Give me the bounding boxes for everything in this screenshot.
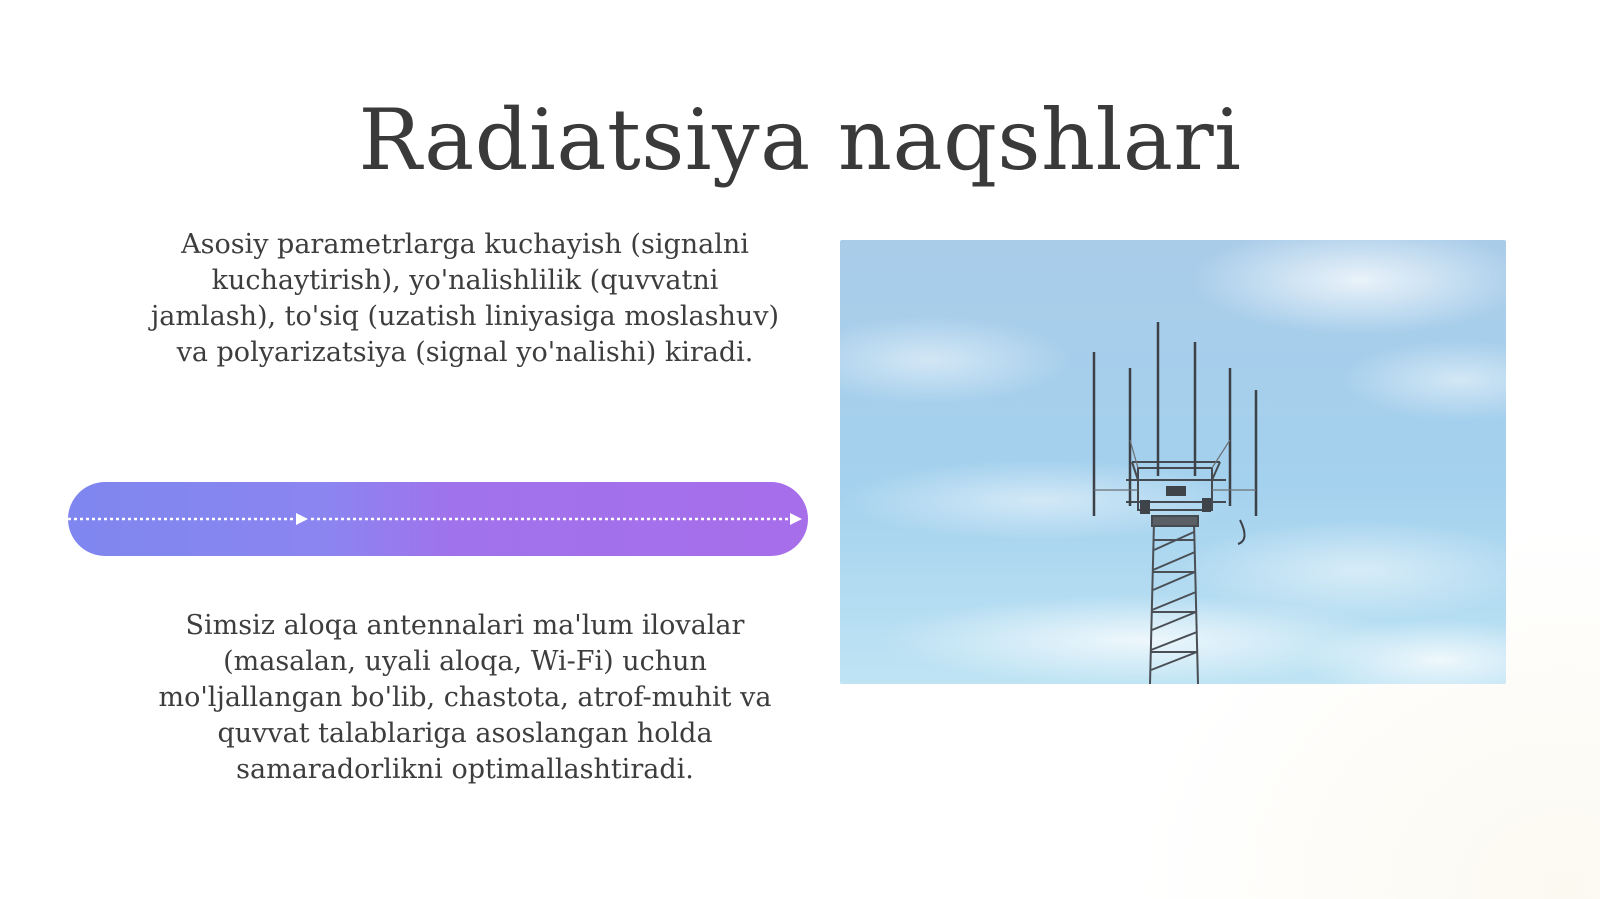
timeline-arrows [68,482,808,556]
arrow-right-icon [790,513,802,525]
paragraph-parameters: Asosiy parametrlarga kuchayish (signalni kuchaytirish), yo'nalishlilik (quvvatni jamlash), to'siq (uzatish liniyasiga moslashuv) va polyarizatsiya (signal yo'nalishi) kiradi. [150,229,780,368]
timeline-bar [68,482,808,556]
paragraph-applications: Simsiz aloqa antennalari ma'lum ilovalar (masalan, uyali aloqa, Wi-Fi) uchun mo'ljallangan bo'lib, chastota, atrof-muhit va quvvat talablariga asoslangan holda samaradorlikni optimallashtiradi. [158,610,772,785]
antenna-tower-image [840,240,1506,684]
arrow-right-icon [296,513,308,525]
slide-title: Radiatsiya naqshlari [358,91,1242,190]
